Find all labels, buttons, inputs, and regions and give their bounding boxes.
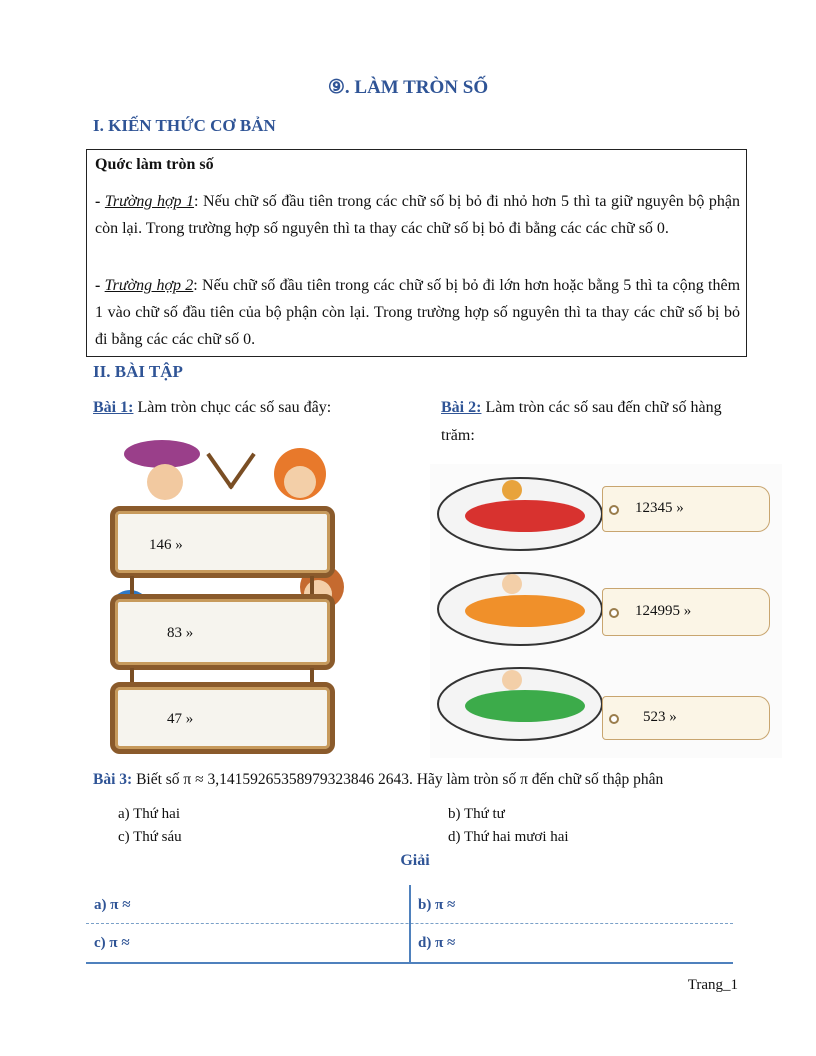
exercise-2-heading xyxy=(441,394,746,450)
exercise-2-value-3: 523 » xyxy=(643,709,677,725)
tag-2 xyxy=(602,588,770,636)
exercise-1-value-1: 146 » xyxy=(149,537,183,553)
exercise-2-text: Làm tròn các số sau đến chữ số hàng trăm: xyxy=(441,399,722,444)
rule-case-1: - Trường hợp 1: Nếu chữ số đầu tiên trong các chữ số bị bỏ đi nhỏ hơn 5 thì ta giữ nguyên bộ phận còn lại. Trong trường hợp số nguyên thì ta thay các chữ số bị bỏ đi bằng các các chữ số 0. xyxy=(95,193,741,237)
section-heading-exercises: II. BÀI TẬP xyxy=(93,362,183,381)
exercise-2-label: Bài 2: xyxy=(441,399,482,416)
exercise-3-heading xyxy=(93,766,753,794)
sign-3 xyxy=(110,682,335,754)
exercise-2-illustration xyxy=(430,464,782,758)
tag-3 xyxy=(602,696,770,740)
exercise-2-value-2: 124995 » xyxy=(635,603,692,619)
airplanes-illustration xyxy=(430,464,610,758)
case1-text: : Nếu chữ số đầu tiên trong các chữ số bị bỏ đi nhỏ hơn 5 thì ta giữ nguyên bộ phận còn lại. Trong trường hợp số nguyên thì ta thay các chữ số bị bỏ đi bằng các các chữ số 0. xyxy=(95,193,741,237)
answer-table xyxy=(86,885,733,963)
exercise-1-label: Bài 1: xyxy=(93,399,134,416)
sign-2 xyxy=(110,594,335,670)
solution-title: Giải xyxy=(400,852,430,869)
case1-label: Trường hợp 1 xyxy=(104,193,195,210)
exercise-1-text: Làm tròn chục các số sau đây: xyxy=(133,399,332,416)
exercise-2-value-1: 12345 » xyxy=(635,500,684,516)
case2-label: Trường hợp 2 xyxy=(104,277,194,294)
option-a: a) Thứ hai xyxy=(118,806,180,822)
option-c: c) Thứ sáu xyxy=(118,829,182,845)
answer-c[interactable]: c) π ≈ xyxy=(94,935,130,951)
exercise-1-illustration xyxy=(100,432,360,762)
answer-d[interactable]: d) π ≈ xyxy=(418,935,456,951)
exercise-1-value-3: 47 » xyxy=(167,711,194,727)
option-d: d) Thứ hai mươi hai xyxy=(448,829,569,845)
exercise-3-text: Biết số π ≈ 3,14159265358979323846 2643. Hãy làm tròn số π đến chữ số thập phân xyxy=(132,771,664,788)
exercise-1-heading xyxy=(93,394,413,422)
page-title: ⑨. LÀM TRÒN SỐ xyxy=(327,77,489,98)
exercise-3-label: Bài 3: xyxy=(93,771,133,788)
sign-1 xyxy=(110,506,335,578)
rule-case-2: - Trường hợp 2: Nếu chữ số đầu tiên trong các chữ số bị bỏ đi lớn hơn hoặc bằng 5 thì ta cộng thêm 1 vào chữ số đầu tiên của bộ phận còn lại. Trong trường hợp số nguyên thì ta thay các chữ số bị bỏ đi bằng các các chữ số 0. xyxy=(95,277,741,348)
tag-1 xyxy=(602,486,770,532)
page-number: Trang_1 xyxy=(687,977,738,993)
option-b: b) Thứ tư xyxy=(448,806,505,822)
section-heading-theory: I. KIẾN THỨC CƠ BẢN xyxy=(93,116,276,135)
exercise-1-value-2: 83 » xyxy=(167,625,194,641)
case2-text: : Nếu chữ số đầu tiên trong các chữ số bị bỏ đi lớn hơn hoặc bằng 5 thì ta cộng thêm 1 vào chữ số đầu tiên của bộ phận còn lại. Trong trường hợp số nguyên thì ta thay các chữ số bị bỏ đi bằng các các chữ số 0. xyxy=(95,277,741,348)
rule-box-title: Quớc làm tròn số xyxy=(95,156,214,173)
answer-b[interactable]: b) π ≈ xyxy=(418,897,456,913)
rule-box xyxy=(86,149,747,357)
answer-a[interactable]: a) π ≈ xyxy=(94,897,131,913)
